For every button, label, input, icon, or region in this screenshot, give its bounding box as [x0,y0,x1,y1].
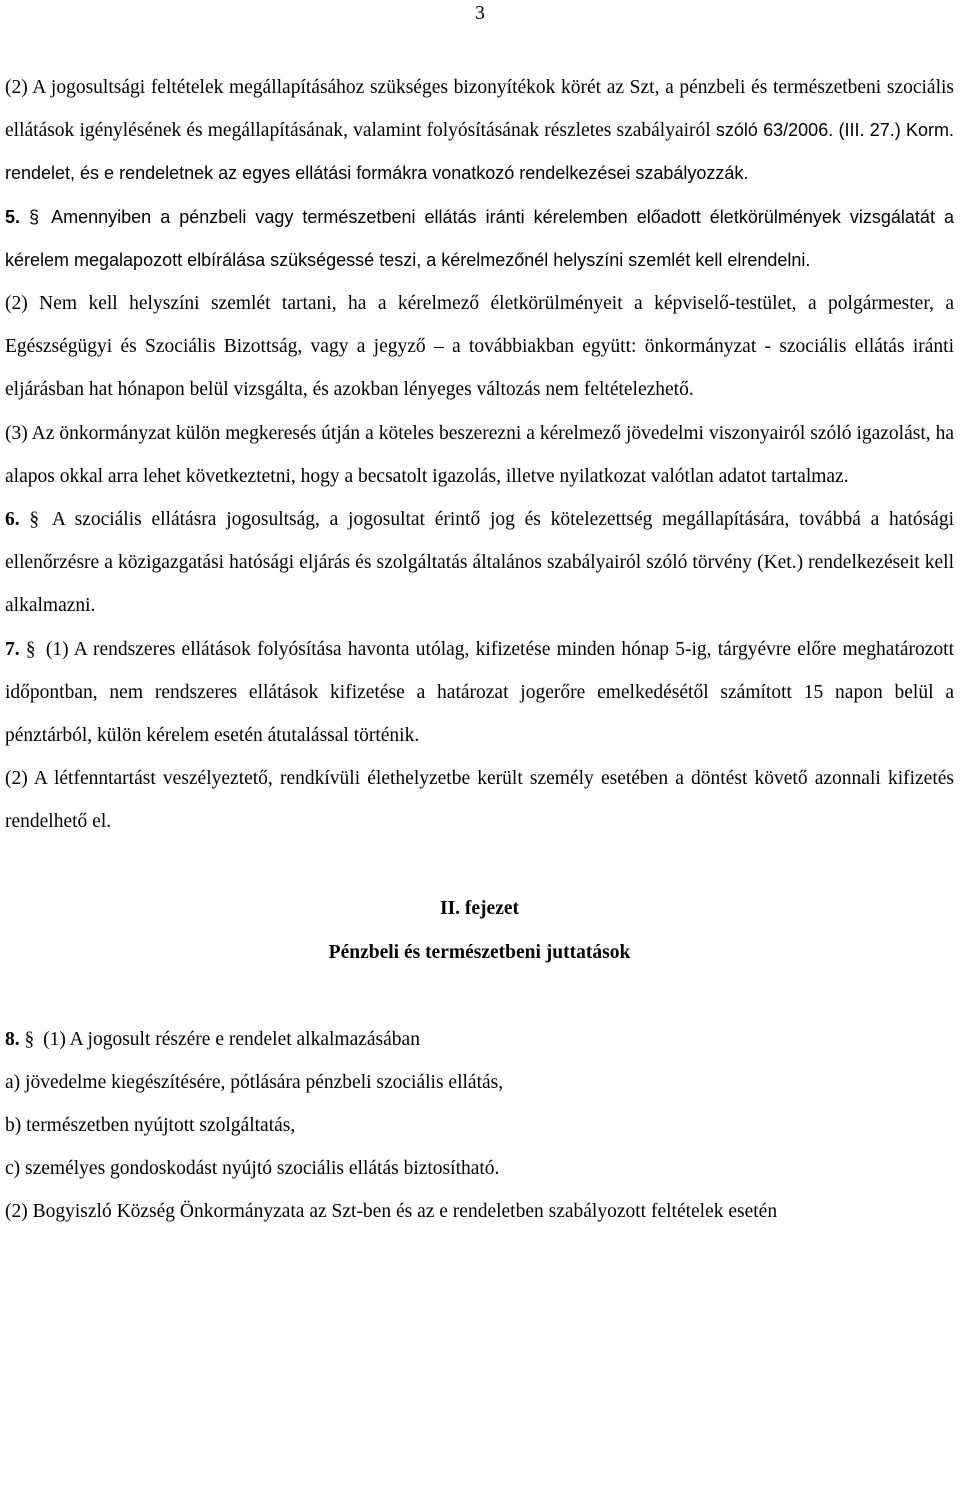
section-7-paragraph-2: (2) A létfenntartást veszélyeztető, rendkívüli élethelyzetbe került személy esetében a döntést követő azonnali kifizetés rendelhető el. [5,768,954,833]
section-5-number: 5. [5,206,21,227]
section-6-number: 6. [5,509,20,531]
section-sign-5: § [29,206,40,227]
chapter-number: II. fejezet [439,897,520,919]
section-6-text-1: A szociális ellátásra jogosultság, a jogosultat érintő jog és kötelezettség megállapítására, továbbá a hatósági ellenőrzésre a közigazgatási hatósági eljárás és szolgáltatás általános szabályairól szóló törvény (Ket.) rendelkezéseit kell alkalmazni. [5,509,955,617]
section-7-paragraph-1 [5,628,954,758]
section-8-item-a: a) jövedelme kiegészítésére, pótlására pénzbeli szociális ellátás, [5,1071,504,1093]
section-6-paragraph-1 [5,498,954,628]
section-8-paragraph-2: (2) Bogyiszló Község Önkormányzata az Szt-ben és az e rendeletben szabályozott feltételek esetén [5,1201,778,1223]
section-sign-7: § [25,638,36,660]
section-8-paragraph-1 [5,1018,954,1061]
paragraph-s4-2-part1: (2) A jogosultsági feltételek megállapításához szükséges bizonyítékok körét az Szt, a pénzbeli és természetbeni szociális ellátások igénylésének és megállapításának, valamint folyósításának részletes szabályairól [5,77,954,142]
section-8-item-b: b) természetben nyújtott szolgáltatás, [5,1115,296,1137]
section-5-paragraph-3: (3) Az önkormányzat külön megkeresés útján a köteles beszerezni a kérelmező jövedelmi viszonyairól szóló igazolást, ha alapos okkal arra lehet következtetni, hogy a becsatolt igazolás, illetve nyilatkozat valótlan adatot tartalmaz. [5,422,954,487]
document-body [5,66,954,1234]
section-sign-6: § [29,509,40,531]
section-8-number: 8. [5,1028,20,1050]
paragraph-s4-2 [5,66,954,196]
section-5-paragraph-1 [5,196,954,282]
paragraph-s4-2-part2: szóló 63/2006. (III. 27.) Korm. rendelet, és e rendeletnek az egyes ellátási formákra vonatkozó rendelkezései szabályozzák. [5,120,955,184]
section-5-text-1: Amennyiben a pénzbeli vagy természetbeni ellátás iránti kérelemben előadott életkörülmények vizsgálatát a kérelem megalapozott elbírálása szükségessé teszi, a kérelmezőnél helyszíni szemlét kell elrendelni. [5,206,954,270]
page-number: 3 [475,3,485,24]
section-sign-8: § [24,1028,35,1050]
section-7-text-1: (1) A rendszeres ellátások folyósítása havonta utólag, kifizetése minden hónap 5-ig, tárgyévre előre meghatározott időpontban, nem rendszeres ellátások kifizetése a határozat jogerőre emelkedésétől számított 15 napon belül a pénztárból, külön kérelem esetén átutalással történik. [5,638,955,747]
section-7-number: 7. [5,638,20,660]
chapter-title: Pénzbeli és természetbeni juttatások [328,941,631,963]
section-8-text-1: (1) A jogosult részére e rendelet alkalmazásában [43,1028,420,1050]
section-5-paragraph-2: (2) Nem kell helyszíni szemlét tartani, ha a kérelmező életkörülményeit a képviselő-testület, a polgármester, a Egészségügyi és Szociális Bizottság, vagy a jegyző – a továbbiakban együtt: önkormányzat - szociális ellátás iránti eljárásban hat hónapon belül vizsgálta, és azokban lényeges változás nem feltételezhető. [5,293,954,401]
section-8-item-c: c) személyes gondoskodást nyújtó szociális ellátás biztosítható. [5,1158,500,1180]
